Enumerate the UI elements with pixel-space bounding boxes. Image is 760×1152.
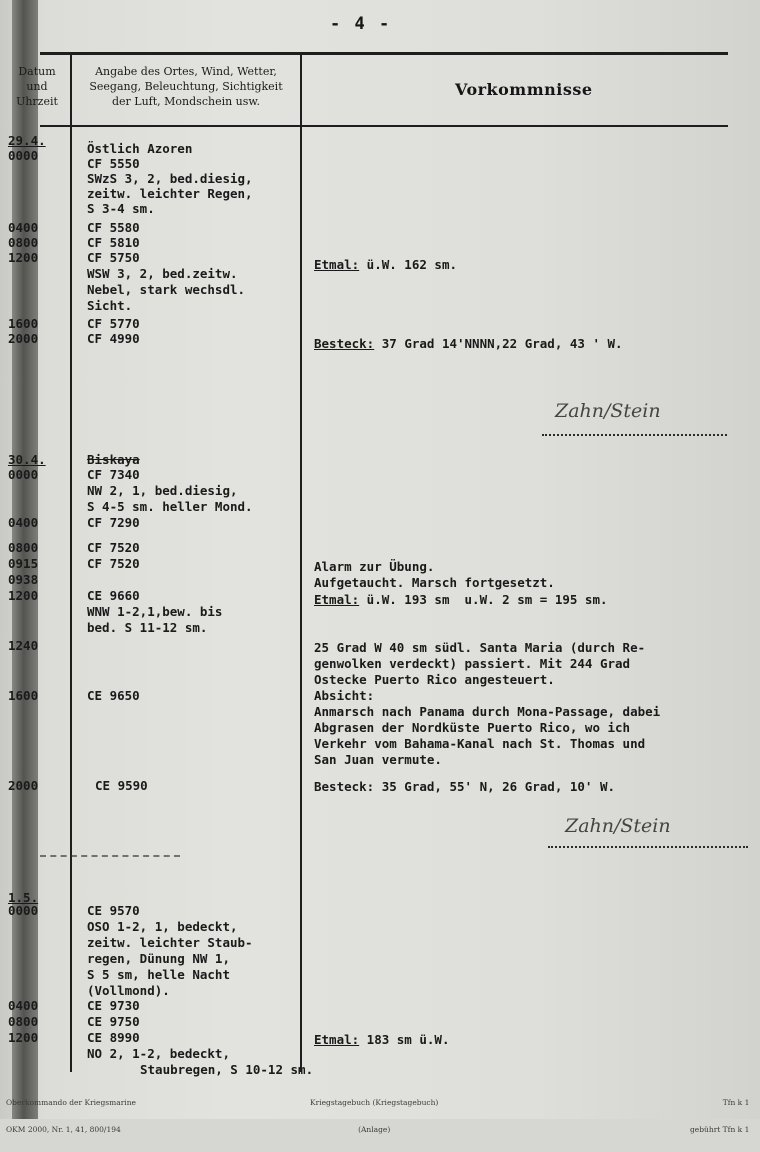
weather-text: zeitw. leichter Staub-: [87, 935, 253, 950]
location-text: Biskaya: [87, 452, 140, 467]
event-etmal: [314, 592, 608, 607]
footer-left-line-1: Oberkommando der Kriegsmarine: [6, 1098, 136, 1107]
event-etmal: [314, 257, 457, 272]
event-text: Alarm zur Übung.: [314, 559, 435, 574]
grid-square: CE 9730: [87, 998, 140, 1013]
header-date-line-2: und: [26, 80, 48, 93]
event-label: Etmal:: [314, 592, 360, 607]
event-text: 183 sm ü.W.: [359, 1032, 450, 1047]
time-0400: 0400: [8, 220, 39, 235]
header-location-line-1: Angabe des Ortes, Wind, Wetter,: [95, 65, 277, 78]
weather-text: WSW 3, 2, bed.zeitw.: [87, 266, 238, 281]
time-0400: 0400: [8, 998, 39, 1013]
column-divider-2: [300, 52, 302, 1072]
grid-square: CF 5750: [87, 250, 140, 265]
date-1-5: 1.5.: [8, 890, 39, 905]
weather-text: S 5 sm, helle Nacht: [87, 967, 230, 982]
event-text: genwolken verdeckt) passiert. Mit 244 Grad: [314, 656, 631, 671]
event-etmal: [314, 1032, 449, 1047]
weather-text: SWzS 3, 2, bed.diesig,: [87, 171, 253, 186]
footer-right: [690, 1080, 749, 1152]
header-location-col: [73, 64, 299, 109]
time-1600: 1600: [8, 316, 39, 331]
header-top-rule: [40, 52, 728, 55]
grid-square: CF 5770: [87, 316, 140, 331]
event-besteck: Besteck: 35 Grad, 55' N, 26 Grad, 10' W.: [314, 779, 616, 794]
footer-center: [310, 1080, 438, 1152]
weather-text: OSO 1-2, 1, bedeckt,: [87, 919, 238, 934]
header-date-col: [6, 64, 68, 109]
footer-right-line-1: Tfn k 1: [722, 1098, 750, 1107]
header-events-col: Vorkommnisse: [455, 80, 593, 99]
location-text: Östlich Azoren: [87, 141, 193, 156]
weather-text: regen, Dünung NW 1,: [87, 951, 230, 966]
footer-right-line-2: gebührt Tfn k 1: [690, 1125, 750, 1134]
event-text: Abgrasen der Nordküste Puerto Rico, wo ich: [314, 720, 631, 735]
time-0938: 0938: [8, 572, 39, 587]
grid-square: CF 4990: [87, 331, 140, 346]
section-dotted-line: [40, 855, 180, 857]
event-text: ü.W. 162 sm.: [359, 257, 457, 272]
event-text: Aufgetaucht. Marsch fortgesetzt.: [314, 575, 555, 590]
grid-square: CE 8990: [87, 1030, 140, 1045]
event-text: Ostecke Puerto Rico angesteuert.: [314, 672, 555, 687]
time-0000: 0000: [8, 467, 39, 482]
weather-text: Sicht.: [87, 298, 133, 313]
header-location-line-2: Seegang, Beleuchtung, Sichtigkeit: [89, 80, 283, 93]
weather-text: Staubregen, S 10-12 sm.: [140, 1062, 314, 1077]
signature-dotted-line: [542, 434, 727, 436]
event-label: Etmal:: [314, 257, 360, 272]
header-location-line-3: der Luft, Mondschein usw.: [111, 95, 261, 108]
grid-square: CE 9590: [95, 778, 148, 793]
signature-1: Zahn/Stein: [555, 400, 661, 422]
grid-square: CF 5550: [87, 156, 140, 171]
event-label: Besteck:: [314, 336, 375, 351]
date-29-4: 29.4.: [8, 133, 46, 148]
event-text: Verkehr vom Bahama-Kanal nach St. Thomas und: [314, 736, 646, 751]
event-text: ü.W. 193 sm u.W. 2 sm = 195 sm.: [359, 592, 608, 607]
time-0400: 0400: [8, 515, 39, 530]
time-2000: 2000: [8, 778, 39, 793]
header-date-line-1: Datum: [18, 65, 56, 78]
header-date-line-3: Uhrzeit: [16, 95, 58, 108]
weather-text: NW 2, 1, bed.diesig,: [87, 483, 238, 498]
weather-text: Nebel, stark wechsdl.: [87, 282, 246, 297]
event-label: Etmal:: [314, 1032, 360, 1047]
time-1200: 1200: [8, 250, 39, 265]
grid-square: CF 7520: [87, 540, 140, 555]
grid-square: CF 5810: [87, 235, 140, 250]
column-divider-1: [70, 52, 72, 1072]
footer-center-line-2: (Anlage): [358, 1125, 391, 1134]
footer-left: [6, 1080, 136, 1152]
weather-text: (Vollmond).: [87, 983, 170, 998]
weather-text: WNW 1-2,1,bew. bis: [87, 604, 223, 619]
event-besteck: [314, 336, 623, 351]
grid-square: CE 9570: [87, 903, 140, 918]
date-30-4: 30.4.: [8, 452, 46, 467]
time-0000: 0000: [8, 148, 39, 163]
time-0800: 0800: [8, 1014, 39, 1029]
grid-square: CF 7520: [87, 556, 140, 571]
event-text: 25 Grad W 40 sm südl. Santa Maria (durch Re-: [314, 640, 646, 655]
event-text: San Juan vermute.: [314, 752, 442, 767]
weather-text: S 3-4 sm.: [87, 201, 155, 216]
grid-square: CE 9650: [87, 688, 140, 703]
signature-dotted-line: [548, 846, 748, 848]
grid-square: CE 9660: [87, 588, 140, 603]
weather-text: S 4-5 sm. heller Mond.: [87, 499, 253, 514]
weather-text: bed. S 11-12 sm.: [87, 620, 208, 635]
weather-text: zeitw. leichter Regen,: [87, 186, 253, 201]
time-2000: 2000: [8, 331, 39, 346]
event-text: 37 Grad 14'NNNN,22 Grad, 43 ' W.: [374, 336, 623, 351]
grid-square: CF 7290: [87, 515, 140, 530]
time-0915: 0915: [8, 556, 39, 571]
grid-square: CE 9750: [87, 1014, 140, 1029]
event-text: Absicht:: [314, 688, 375, 703]
weather-text: NO 2, 1-2, bedeckt,: [87, 1046, 230, 1061]
time-1200: 1200: [8, 1030, 39, 1045]
time-1240: 1240: [8, 638, 39, 653]
grid-square: CF 5580: [87, 220, 140, 235]
time-0000: 0000: [8, 903, 39, 918]
header-bottom-rule: [40, 125, 728, 127]
signature-2: Zahn/Stein: [565, 815, 671, 837]
time-1600: 1600: [8, 688, 39, 703]
time-0800: 0800: [8, 235, 39, 250]
footer-left-line-2: OKM 2000, Nr. 1, 41, 800/194: [6, 1125, 121, 1134]
grid-square: CF 7340: [87, 467, 140, 482]
page-number: - 4 -: [330, 14, 392, 34]
footer-center-line-1: Kriegstagebuch (Kriegstagebuch): [310, 1098, 439, 1107]
time-1200: 1200: [8, 588, 39, 603]
time-0800: 0800: [8, 540, 39, 555]
event-text: Anmarsch nach Panama durch Mona-Passage, dabei: [314, 704, 661, 719]
